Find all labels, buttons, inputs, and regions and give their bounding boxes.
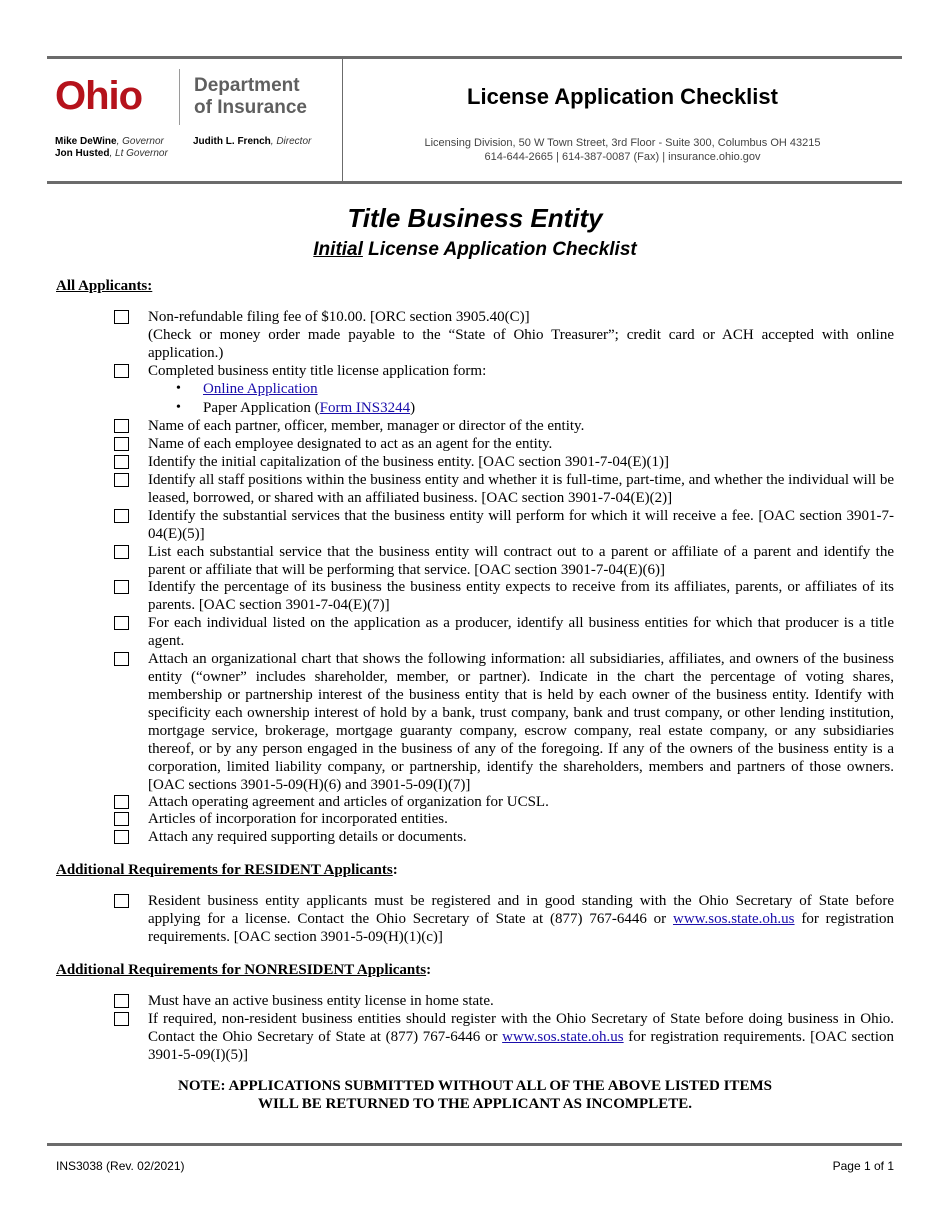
checkbox-articles-incorporation[interactable] [114,812,129,826]
director-block [193,136,311,148]
checkbox-home-state-license[interactable] [114,994,129,1008]
checkbox-producer-entities[interactable] [114,616,129,630]
sos-website-link[interactable]: www.sos.state.oh.us [502,1029,624,1045]
online-application-link[interactable]: Online Application [203,381,318,397]
page-number: Page 1 of 1 [832,1159,894,1173]
checklist-item: Articles of incorporation for incorporated entities. [148,811,448,827]
bullet: • [176,400,181,415]
checkbox-employee-names[interactable] [114,437,129,451]
governor-block [55,136,168,160]
department-name: Department of Insurance [194,75,307,118]
header-bottom-rule [47,181,902,184]
ohio-logo: Ohio [55,74,143,118]
checkbox-filing-fee[interactable] [114,310,129,324]
checklist-item: List each substantial service that the business entity will contract out to a parent or affiliate of a parent and identify the parent or affiliate that will be performing that service. [OAC section 3901-7-04(E)(6)] [148,544,894,578]
page-title: Title Business Entity [347,203,603,233]
checklist-item: Name of each partner, officer, member, manager or director of the entity. [148,418,585,434]
checkbox-application-form[interactable] [114,364,129,378]
section-heading-nonresident: Additional Requirements for NONRESIDENT Applicants: [56,962,432,978]
checklist-item-nonresident: If required, non-resident business entities should register with the Ohio Secretary of State before doing business in Ohio. Contact the Ohio Secretary of State at (877) 767-6446 or www.sos.state.oh.us for registration requirements. [OAC section 3901-5-09(I)(5)] [148,1011,894,1063]
governor-name: Mike DeWine [55,136,117,147]
logo-divider [179,69,180,125]
sos-website-link[interactable]: www.sos.state.oh.us [673,911,795,927]
checkbox-operating-agreement[interactable] [114,795,129,809]
checklist-item-resident: Resident business entity applicants must be registered and in good standing with the Ohio Secretary of State before applying for a license. Contact the Ohio Secretary of State at (877) 767-6446 or www.sos.state.oh.us for registration requirements. [OAC section 3901-5-09(H)(1)(c)] [148,893,894,945]
checklist-item-filing-fee: Non-refundable filing fee of $10.00. [ORC section 3905.40(C)] (Check or money order made payable to the “State of Ohio Treasurer”; credit card or ACH accepted with online application.) [148,309,894,361]
section-heading-all-applicants: All Applicants: [56,278,153,294]
bullet: • [176,381,181,396]
checkbox-contracted-services[interactable] [114,545,129,559]
checklist-item: Must have an active business entity license in home state. [148,993,494,1009]
checkbox-staff-positions[interactable] [114,473,129,487]
form-ins3244-link[interactable]: Form INS3244 [319,400,411,416]
checklist-item: Identify the initial capitalization of the business entity. [OAC section 3901-7-04(E)(1)] [148,454,669,470]
checkbox-business-percentage[interactable] [114,580,129,594]
checkbox-supporting-documents[interactable] [114,830,129,844]
section-heading-resident: Additional Requirements for RESIDENT Applicants: [56,862,398,878]
online-application-item [203,380,318,398]
contact-address: Licensing Division, 50 W Town Street, 3rd Floor - Suite 300, Columbus OH 43215 614-644-2665 | 614-387-0087 (Fax) | insurance.ohio.gov [424,137,821,163]
checkbox-capitalization[interactable] [114,455,129,469]
checklist-item: Attach operating agreement and articles of organization for UCSL. [148,794,549,810]
checklist-item: Identify all staff positions within the business entity and whether it is full-time, part-time, and whether the individual will be leased, borrowed, or shared with an affiliated business. [OAC section 3901-7-04(E)(2)] [148,472,894,506]
checkbox-nonresident-registration[interactable] [114,1012,129,1026]
form-number: INS3038 (Rev. 02/2021) [56,1159,185,1173]
governor-title: , Governor [116,136,164,147]
footer-rule [47,1143,902,1146]
lt-governor-name: Jon Husted [55,148,110,159]
director-name: Judith L. French [193,136,271,147]
checkbox-organizational-chart[interactable] [114,652,129,666]
checkbox-substantial-services[interactable] [114,509,129,523]
incomplete-warning-note: NOTE: APPLICATIONS SUBMITTED WITHOUT ALL OF THE ABOVE LISTED ITEMS WILL BE RETURNED TO THE APPLICANT AS INCOMPLETE. [178,1078,772,1112]
checkbox-resident-registration[interactable] [114,894,129,908]
checklist-item-application-form: Completed business entity title license application form: [148,363,487,379]
checklist-item: Identify the percentage of its business the business entity expects to receive from its affiliates, parents, or affiliates of its parents. [OAC section 3901-7-04(E)(7)] [148,579,894,613]
lt-governor-title: , Lt Governor [109,148,168,159]
checklist-item: Identify the substantial services that the business entity will perform for which it will receive a fee. [OAC section 3901-7-04(E)(5)] [148,508,894,542]
page-subtitle: Initial License Application Checklist [313,239,637,260]
checklist-item: Attach any required supporting details or documents. [148,829,467,845]
checklist-item: Name of each employee designated to act as an agent for the entity. [148,436,553,452]
paper-application-item: Paper Application (Form INS3244) [203,400,416,416]
checklist-item: Attach an organizational chart that shows the following information: all subsidiaries, affiliates, and owners of the business entity (“owner” includes shareholder, member, or partner). Indicate in the chart the percentage of voting shares, membership or partnership interest of the business entity that is held by each owner of the business entity. Identify with specificity each ownership interest of hold by a bank, trust company, bank and trust company, or other lending institution, mortgage service, brokerage, mortgage guaranty company, escrow company, real estate company, or any subsidiaries thereof, or by any person engaged in the business of any of the foregoing. If any of the owners of the business entity is a corporation, limited liability company, or partnership, identify the shareholders, members and partners of those owners. [OAC sections 3901-5-09(H)(6) and 3901-5-09(I)(7)] [148,651,894,793]
form-title: License Application Checklist [467,84,778,109]
director-title: , Director [270,136,312,147]
checklist-item: For each individual listed on the application as a producer, identify all business entities for which that producer is a title agent. [148,615,894,649]
header-top-rule [47,56,902,59]
checkbox-partner-names[interactable] [114,419,129,433]
